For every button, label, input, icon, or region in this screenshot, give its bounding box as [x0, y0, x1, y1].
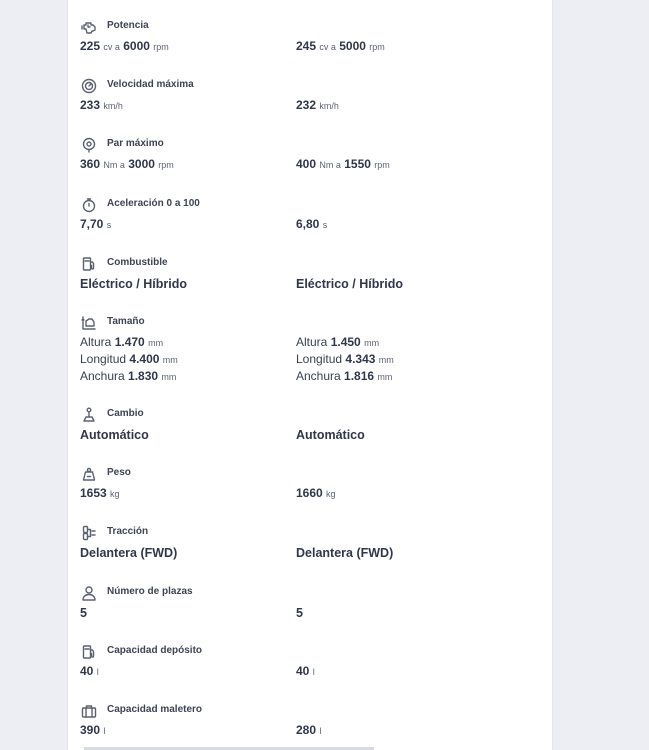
spec-value-car-b: Altura 1.450 mm Longitud 4.343 mm Anchura 1.816 mm [296, 335, 394, 383]
spec-value-car-a: Eléctrico / Híbrido [80, 277, 187, 291]
spec-value-car-b: 5 [296, 606, 303, 620]
spec-title: Cambio [107, 408, 144, 419]
spec-title: Peso [107, 467, 131, 478]
spec-comparison-card [67, 0, 553, 750]
spec-value-car-a: Automático [80, 428, 149, 442]
spec-value-car-a: 390 l [80, 723, 106, 737]
person-icon [80, 584, 98, 602]
spec-value-car-a: 360 Nm a 3000 rpm [80, 157, 174, 171]
spec-title: Tamaño [107, 316, 145, 327]
spec-value-car-b: Eléctrico / Híbrido [296, 277, 403, 291]
spec-value-car-b: 1660 kg [296, 486, 336, 500]
size-icon [80, 314, 98, 332]
stopwatch-icon [80, 196, 98, 214]
fuel-pump-icon [80, 255, 98, 273]
spec-value-car-a: 233 km/h [80, 98, 123, 112]
spec-title: Capacidad depósito [107, 645, 203, 656]
spec-value-car-a: Delantera (FWD) [80, 546, 178, 560]
spec-value-car-a: 225 cv a 6000 rpm [80, 39, 169, 53]
spec-value-car-b: Automático [296, 428, 365, 442]
weight-icon [80, 465, 98, 483]
trunk-icon [80, 702, 98, 720]
spec-value-car-a: Altura 1.470 mm Longitud 4.400 mm Anchura 1.830 mm [80, 335, 178, 383]
engine-icon [80, 18, 98, 36]
spec-value-car-a: 40 l [80, 664, 99, 678]
spec-value-car-a: 1653 kg [80, 486, 120, 500]
spec-value-car-a: 5 [80, 606, 87, 620]
speedometer-icon [80, 77, 98, 95]
spec-title: Aceleración 0 a 100 [107, 198, 200, 209]
spec-value-car-b: 232 km/h [296, 98, 339, 112]
spec-title: Número de plazas [107, 586, 193, 597]
spec-title: Tracción [107, 526, 149, 537]
spec-value-car-b: 400 Nm a 1550 rpm [296, 157, 390, 171]
spec-value-car-b: 6,80 s [296, 217, 328, 231]
traction-icon [80, 524, 98, 542]
fuel-tank-icon [80, 643, 98, 661]
spec-title: Potencia [107, 20, 149, 31]
torque-icon [80, 136, 98, 154]
spec-value-car-b: 280 l [296, 723, 322, 737]
spec-title: Capacidad maletero [107, 704, 203, 715]
spec-value-car-a: 7,70 s [80, 217, 112, 231]
spec-title: Par máximo [107, 138, 164, 149]
spec-title: Combustible [107, 257, 168, 268]
spec-value-car-b: 40 l [296, 664, 315, 678]
gear-shift-icon [80, 406, 98, 424]
spec-title: Velocidad máxima [107, 79, 194, 90]
spec-value-car-b: 245 cv a 5000 rpm [296, 39, 385, 53]
spec-value-car-b: Delantera (FWD) [296, 546, 394, 560]
